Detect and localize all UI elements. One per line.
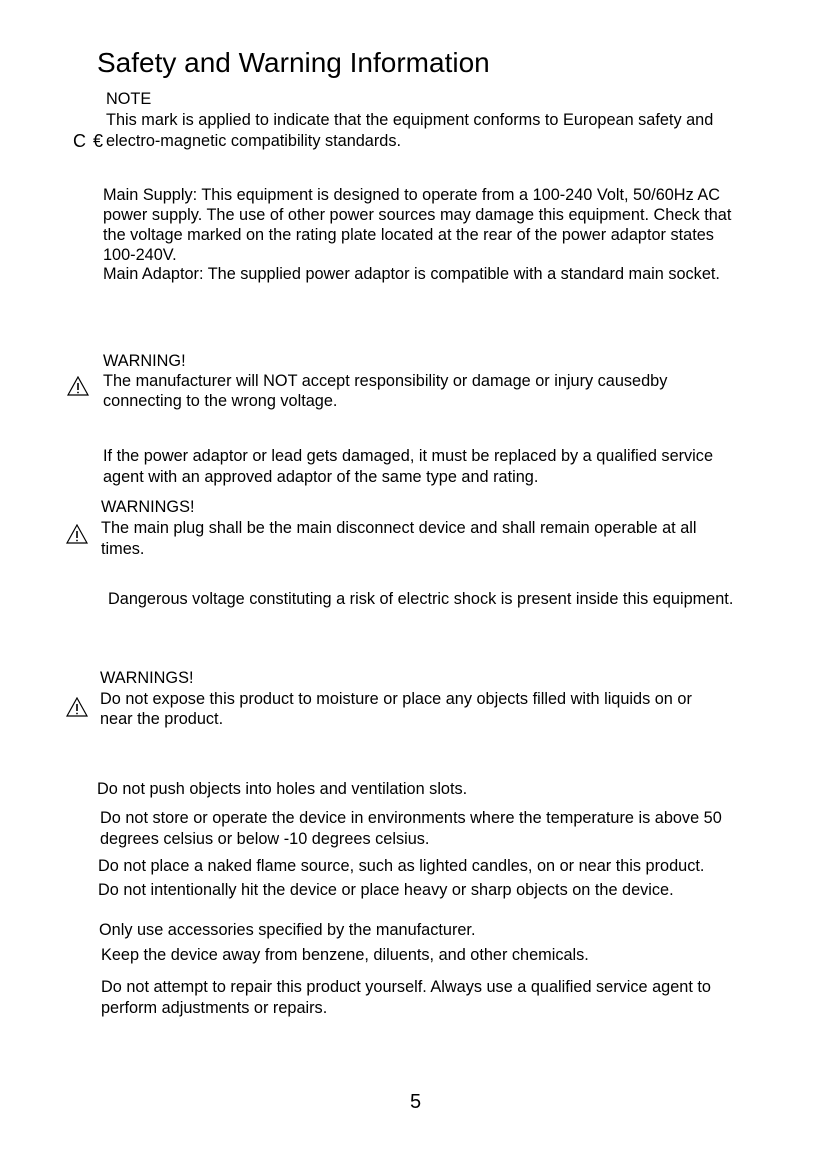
page-number: 5 — [410, 1091, 422, 1113]
ce-mark-icon: C € — [73, 131, 105, 151]
instruction-flame: Do not place a naked flame source, such as lighted candles, on or near this product. — [98, 857, 705, 875]
instruction-store-line-1: Do not store or operate the device in environments where the temperature is above 50 — [100, 809, 722, 827]
note-line-1: This mark is applied to indicate that the equipment conforms to European safety and — [106, 111, 714, 129]
instruction-repair-line-1: Do not attempt to repair this product yourself. Always use a qualified service agent to — [101, 978, 711, 996]
instruction-push: Do not push objects into holes and ventilation slots. — [97, 780, 468, 798]
instruction-repair-line-2: perform adjustments or repairs. — [101, 999, 328, 1017]
warning-3-label: WARNINGS! — [100, 669, 194, 687]
warning-1-label: WARNING! — [103, 352, 186, 370]
warning-2-line-2: times. — [101, 540, 145, 558]
warning-triangle-icon — [66, 697, 88, 717]
warning-triangle-icon — [66, 524, 88, 544]
warning-3-line-1: Do not expose this product to moisture or place any objects filled with liquids on or — [100, 690, 692, 708]
power-adaptor-line-2: agent with an approved adaptor of the same type and rating. — [103, 468, 539, 486]
warning-2-line-1: The main plug shall be the main disconnect device and shall remain operable at all — [101, 519, 697, 537]
instruction-store-line-2: degrees celsius or below -10 degrees celsius. — [100, 830, 430, 848]
warning-1-line-1: The manufacturer will NOT accept responsibility or damage or injury causedby — [103, 372, 668, 390]
main-supply-line-2: power supply. The use of other power sources may damage this equipment. Check that — [103, 206, 732, 224]
danger-line: Dangerous voltage constituting a risk of electric shock is present inside this equipment. — [108, 590, 734, 608]
main-supply-line-4: 100-240V. — [103, 246, 177, 264]
instruction-hit: Do not intentionally hit the device or place heavy or sharp objects on the device. — [98, 881, 674, 899]
main-supply-line-1: Main Supply: This equipment is designed to operate from a 100-240 Volt, 50/60Hz AC — [103, 186, 720, 204]
page-title: Safety and Warning Information — [97, 47, 490, 78]
warning-3-line-2: near the product. — [100, 710, 224, 728]
note-label: NOTE — [106, 90, 152, 108]
warning-triangle-icon — [67, 376, 89, 396]
note-line-2: electro-magnetic compatibility standards. — [106, 132, 402, 150]
power-adaptor-line-1: If the power adaptor or lead gets damaged, it must be replaced by a qualified service — [103, 447, 713, 465]
main-supply-line-3: the voltage marked on the rating plate located at the rear of the power adaptor states — [103, 226, 714, 244]
main-adaptor-line: Main Adaptor: The supplied power adaptor is compatible with a standard main socket. — [103, 265, 720, 283]
warning-2-label: WARNINGS! — [101, 498, 195, 516]
warning-1-line-2: connecting to the wrong voltage. — [103, 392, 338, 410]
instruction-chemicals: Keep the device away from benzene, diluents, and other chemicals. — [101, 946, 589, 964]
instruction-accessories: Only use accessories specified by the manufacturer. — [99, 921, 476, 939]
